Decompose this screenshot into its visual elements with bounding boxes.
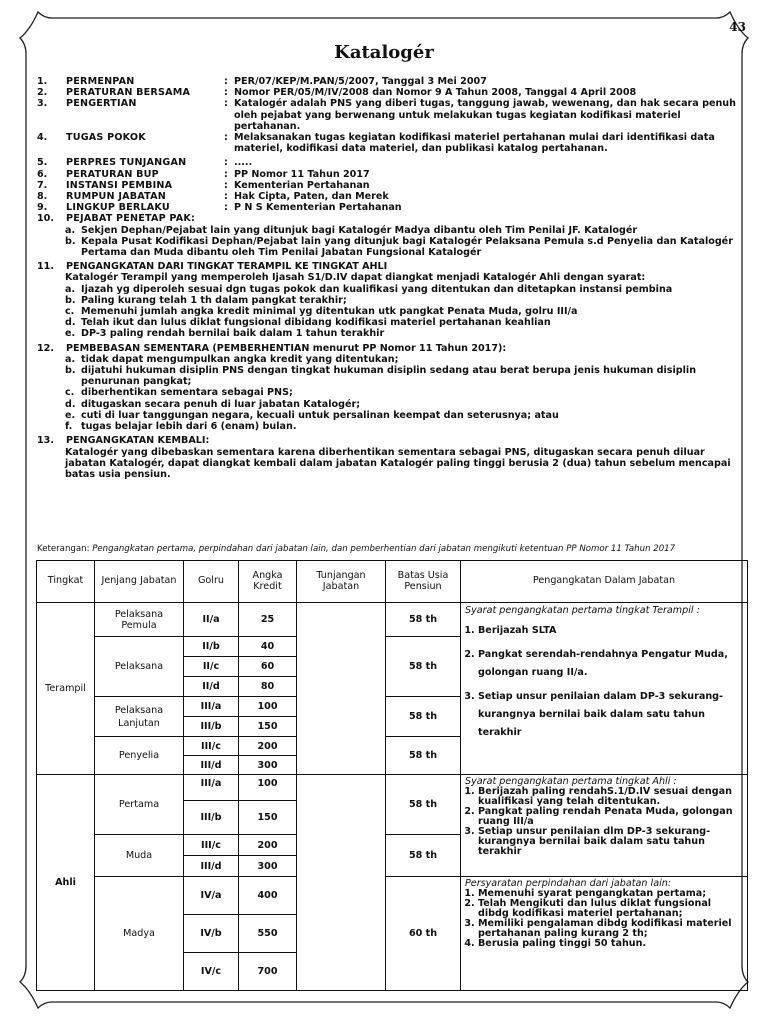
item-12 xyxy=(37,343,737,354)
list-item: 3. Setiap unsur penilaian dalam DP-3 sekurang-kurangnya bernilai baik dalam satu tahun terakhir xyxy=(478,688,743,742)
sub-letter: a. xyxy=(65,353,76,365)
item-number: 11. xyxy=(37,261,54,273)
pindah-title: Persyaratan perpindahan dari jabatan lain: xyxy=(465,878,672,889)
syarat-list xyxy=(465,787,743,857)
list-item: 1. Berijazah SLTA xyxy=(478,622,743,640)
bup-cell: 58 th xyxy=(386,603,461,637)
list-item: 4. Berusia paling tinggi 50 tahun. xyxy=(478,939,743,949)
list-item: 2. Telah Mengikuti dan lulus diklat fungsional dibdg kodifikasi materiel pertahanan; xyxy=(478,899,743,919)
item-12-subs xyxy=(37,354,737,432)
golru-cell: II/d xyxy=(184,677,239,697)
header-tunjangan: Tunjangan Jabatan xyxy=(297,561,386,603)
header-tingkat: Tingkat xyxy=(37,561,95,603)
ak-cell: 150 xyxy=(239,717,297,737)
sub-text: diberhentikan sementara sebagai PNS; xyxy=(81,387,293,399)
item-value: ..... xyxy=(234,157,253,169)
item-colon: : xyxy=(224,76,228,87)
item-value: PER/07/KEP/M.PAN/5/2007, Tanggal 3 Mei 2007 xyxy=(234,76,487,87)
tunjangan-cell xyxy=(297,603,386,775)
table-header-row xyxy=(37,561,748,603)
item-label: LINGKUP BERLAKU xyxy=(66,202,170,214)
item-13 xyxy=(37,435,737,446)
sub-text: ditugaskan secara penuh di luar jabatan Katalogér; xyxy=(81,398,361,410)
sub-item xyxy=(37,421,737,432)
list-item: 2. Pangkat paling rendah Penata Muda, golongan ruang III/a xyxy=(478,807,743,827)
sub-text: Sekjen Dephan/Pejabat lain yang ditunjuk bagi Katalogér Madya dibantu oleh Tim Penilai JF. Katalogér xyxy=(81,224,638,236)
syarat-title: Syarat pengangkatan pertama tingkat Ahli : xyxy=(465,776,677,787)
header-pengangkatan: Pengangkatan Dalam Jabatan xyxy=(461,561,748,603)
info-items xyxy=(37,76,737,213)
jenjang-cell: Pelaksana xyxy=(95,637,184,697)
list-item: 2. Pangkat serendah-rendahnya Pengatur Muda, golongan ruang II/a. xyxy=(478,646,743,682)
item-number: 4. xyxy=(37,132,48,144)
sub-item xyxy=(37,295,737,306)
item-label: RUMPUN JABATAN xyxy=(66,191,166,203)
sub-item xyxy=(37,365,737,387)
sub-letter: e. xyxy=(65,328,76,340)
sub-item xyxy=(37,225,737,236)
header-golru: Golru xyxy=(184,561,239,603)
golru-cell: III/c xyxy=(184,737,239,756)
item-value: Kementerian Pertahanan xyxy=(234,179,370,191)
table-row xyxy=(37,877,748,915)
item-colon: : xyxy=(224,168,228,180)
header-jenjang: Jenjang Jabatan xyxy=(95,561,184,603)
sub-item xyxy=(37,306,737,317)
item-colon: : xyxy=(224,191,228,203)
ak-cell: 200 xyxy=(239,737,297,756)
sub-letter: e. xyxy=(65,409,76,421)
sub-text: Telah ikut dan lulus diklat fungsional dibidang kodifikasi materiel pertahanan keahlian xyxy=(81,317,551,329)
list-item: 1. Memenuhi syarat pengangkatan pertama; xyxy=(478,889,743,899)
list-item: 3. Memiliki pengalaman dibdg kodifikasi materiel pertahanan paling kurang 2 th; xyxy=(478,919,743,939)
info-item xyxy=(37,98,737,132)
item-value: P N S Kementerian Pertahanan xyxy=(234,202,402,214)
page-title: Katalogér xyxy=(334,42,434,63)
item-label: INSTANSI PEMBINA xyxy=(66,179,173,191)
jenjang-cell: Penyelia xyxy=(95,737,184,775)
item-number: 2. xyxy=(37,87,48,99)
item-number: 10. xyxy=(37,213,54,225)
ak-cell: 40 xyxy=(239,637,297,657)
item-label: TUGAS POKOK xyxy=(66,132,146,144)
golru-cell: III/b xyxy=(184,801,239,835)
sub-letter: d. xyxy=(65,317,76,329)
ak-cell: 80 xyxy=(239,677,297,697)
info-item xyxy=(37,76,737,87)
bup-cell: 58 th xyxy=(386,637,461,697)
item-number: 1. xyxy=(37,76,48,87)
item-colon: : xyxy=(224,132,228,144)
header-angka-kredit: Angka Kredit xyxy=(239,561,297,603)
syarat-list xyxy=(465,622,743,742)
sub-text: Memenuhi jumlah angka kredit minimal yg ditentukan utk pangkat Penata Muda, golru III/a xyxy=(81,306,578,318)
sub-text: Paling kurang telah 1 th dalam pangkat terakhir; xyxy=(81,294,347,306)
item-label: PENGERTIAN xyxy=(66,98,137,110)
jenjang-cell: Madya xyxy=(95,877,184,991)
sub-text: dijatuhi hukuman disiplin PNS dengan tingkat hukuman disiplin sedang atau berat berupa jenis hukuman disiplin penurunan pangkat; xyxy=(81,365,697,388)
sub-text: DP-3 paling rendah bernilai baik dalam 1 tahun terakhir xyxy=(81,328,385,340)
ak-cell: 550 xyxy=(239,915,297,953)
item-value: PP Nomor 11 Tahun 2017 xyxy=(234,168,370,180)
item-number: 13. xyxy=(37,435,54,447)
bup-cell: 58 th xyxy=(386,835,461,877)
golru-cell: IV/b xyxy=(184,915,239,953)
sub-letter: b. xyxy=(65,365,76,377)
ak-cell: 100 xyxy=(239,697,297,717)
info-item xyxy=(37,87,737,98)
jenjang-cell: Pelaksana Pemula xyxy=(95,603,184,637)
item-label: PEJABAT PENETAP PAK: xyxy=(66,213,196,225)
sub-text: tugas belajar lebih dari 6 (enam) bulan. xyxy=(81,421,297,433)
header-bup: Batas Usia Pensiun xyxy=(386,561,461,603)
bup-cell: 58 th xyxy=(386,775,461,835)
sub-text: tidak dapat mengumpulkan angka kredit yang ditentukan; xyxy=(81,353,399,365)
golru-cell: III/c xyxy=(184,835,239,856)
golru-cell: III/d xyxy=(184,856,239,877)
info-item xyxy=(37,191,737,202)
ak-cell: 100 xyxy=(239,775,297,801)
table-row xyxy=(37,603,748,637)
jabatan-table xyxy=(36,560,748,991)
item-10-subs xyxy=(37,225,737,259)
sub-item xyxy=(37,317,737,328)
item-value: Melaksanakan tugas kegiatan kodifikasi materiel pertahanan mulai dari identifikasi data materiel, kodifikasi data materiel, dan publikasi katalog pertahanan. xyxy=(234,132,715,155)
item-colon: : xyxy=(224,98,228,110)
bup-cell: 58 th xyxy=(386,697,461,737)
syarat-terampil xyxy=(461,603,748,775)
sub-item xyxy=(37,284,737,295)
keterangan-note xyxy=(37,544,747,554)
tingkat-ahli: Ahli xyxy=(37,775,95,991)
sub-item xyxy=(37,410,737,421)
golru-cell: II/a xyxy=(184,603,239,637)
sub-text: Ijazah yg diperoleh sesuai dgn tugas pokok dan kualifikasi yang ditentukan dan ditetapkan instansi pembina xyxy=(81,283,673,295)
item-value: Katalogér adalah PNS yang diberi tugas, tanggung jawab, wewenang, dan hak secara penuh oleh pejabat yang berwenang untuk melakukan tugas kegiatan kodifikasi materiel pertahanan. xyxy=(234,98,736,132)
bup-cell: 60 th xyxy=(386,877,461,991)
list-item: 1. Berijazah paling rendahS.1/D.IV sesuai dengan kualifikasi yang telah ditentukan. xyxy=(478,787,743,807)
item-number: 12. xyxy=(37,342,54,354)
item-value: Hak Cipta, Paten, dan Merek xyxy=(234,191,389,203)
sub-letter: f. xyxy=(65,421,73,433)
info-item xyxy=(37,180,737,191)
item-11-intro: Katalogér Terampil yang memperoleh Ijasah S1/D.IV dapat diangkat menjadi Katalogér Ahli dengan syarat: xyxy=(65,272,646,284)
item-13-text: Katalogér yang dibebaskan sementara karena diberhentikan sementara sebagai PNS, ditugaskan secara penuh diluar jabatan Katalogér, dapat diangkat kembali dalam jabatan Katalogér paling tinggi berusia 2 (dua) tahun sebelum mencapai batas usia pensiun. xyxy=(65,446,731,480)
item-label: PERPRES TUNJANGAN xyxy=(66,157,187,169)
sub-letter: b. xyxy=(65,235,76,247)
sub-letter: d. xyxy=(65,398,76,410)
jenjang-cell: Pelaksana Lanjutan xyxy=(95,697,184,737)
sub-letter: a. xyxy=(65,283,76,295)
jenjang-cell: Pertama xyxy=(95,775,184,835)
info-item xyxy=(37,132,737,154)
golru-cell: III/a xyxy=(184,775,239,801)
syarat-ahli xyxy=(461,775,748,877)
item-colon: : xyxy=(224,87,228,99)
item-number: 8. xyxy=(37,191,48,203)
golru-cell: IV/c xyxy=(184,953,239,991)
list-item: 3. Setiap unsur penilaian dlm DP-3 sekurang-kurangnya bernilai baik dalam satu tahun terakhir xyxy=(478,827,743,857)
item-colon: : xyxy=(224,202,228,214)
content-list xyxy=(37,76,737,480)
syarat-title: Syarat pengangkatan pertama tingkat Terampil : xyxy=(465,605,700,616)
golru-cell: III/a xyxy=(184,697,239,717)
item-10 xyxy=(37,213,737,224)
keterangan-label: Keterangan: xyxy=(37,544,90,554)
ak-cell: 25 xyxy=(239,603,297,637)
item-11 xyxy=(37,261,737,272)
item-label: PENGANGKATAN DARI TINGKAT TERAMPIL KE TINGKAT AHLI xyxy=(66,261,388,273)
sub-item xyxy=(37,354,737,365)
item-label: PERMENPAN xyxy=(66,76,135,87)
golru-cell: III/b xyxy=(184,717,239,737)
info-item xyxy=(37,157,737,168)
sub-text: Kepala Pusat Kodifikasi Dephan/Pejabat lain yang ditunjuk bagi Katalogér Pelaksana Pemula s.d Penyelia dan Katalogér Pertama dan Muda dibantu oleh Tim Penilai Jabatan Fungsional Katalogér xyxy=(81,235,733,259)
item-label: PENGANGKATAN KEMBALI: xyxy=(66,435,210,447)
info-item xyxy=(37,202,737,213)
item-value: Nomor PER/05/M/IV/2008 dan Nomor 9 A Tahun 2008, Tanggal 4 April 2008 xyxy=(234,87,637,99)
sub-item xyxy=(37,399,737,410)
ak-cell: 400 xyxy=(239,877,297,915)
jenjang-cell: Muda xyxy=(95,835,184,877)
pindah-list xyxy=(465,889,743,949)
ak-cell: 300 xyxy=(239,856,297,877)
sub-item xyxy=(37,328,737,339)
info-item xyxy=(37,169,737,180)
bup-cell: 58 th xyxy=(386,737,461,775)
ak-cell: 60 xyxy=(239,657,297,677)
page-number: 43 xyxy=(729,20,746,34)
sub-letter: a. xyxy=(65,224,76,236)
item-colon: : xyxy=(224,157,228,169)
table-row xyxy=(37,775,748,801)
tunjangan-cell xyxy=(297,775,386,991)
golru-cell: IV/a xyxy=(184,877,239,915)
golru-cell: II/b xyxy=(184,637,239,657)
item-number: 6. xyxy=(37,168,48,180)
golru-cell: II/c xyxy=(184,657,239,677)
item-colon: : xyxy=(224,179,228,191)
ak-cell: 200 xyxy=(239,835,297,856)
item-number: 5. xyxy=(37,157,48,169)
item-label: PEMBEBASAN SEMENTARA (PEMBERHENTIAN menurut PP Nomor 11 Tahun 2017): xyxy=(66,342,507,354)
sub-item xyxy=(37,236,737,258)
keterangan-text: Pengangkatan pertama, perpindahan dari jabatan lain, dan pemberhentian dari jabatan mengikuti ketentuan PP Nomor 11 Tahun 2017 xyxy=(92,544,676,554)
item-number: 9. xyxy=(37,202,48,214)
sub-letter: b. xyxy=(65,294,76,306)
sub-item xyxy=(37,387,737,398)
sub-text: cuti di luar tanggungan negara, kecuali untuk persalinan keempat dan seterusnya; atau xyxy=(81,409,559,421)
ak-cell: 150 xyxy=(239,801,297,835)
pindah-ahli xyxy=(461,877,748,991)
item-label: PERATURAN BUP xyxy=(66,168,159,180)
ak-cell: 700 xyxy=(239,953,297,991)
sub-letter: c. xyxy=(65,306,75,318)
item-11-subs xyxy=(37,284,737,340)
item-label: PERATURAN BERSAMA xyxy=(66,87,191,99)
sub-letter: c. xyxy=(65,387,75,399)
golru-cell: III/d xyxy=(184,756,239,775)
item-number: 7. xyxy=(37,179,48,191)
item-number: 3. xyxy=(37,98,48,110)
ak-cell: 300 xyxy=(239,756,297,775)
tingkat-terampil: Terampil xyxy=(37,603,95,775)
